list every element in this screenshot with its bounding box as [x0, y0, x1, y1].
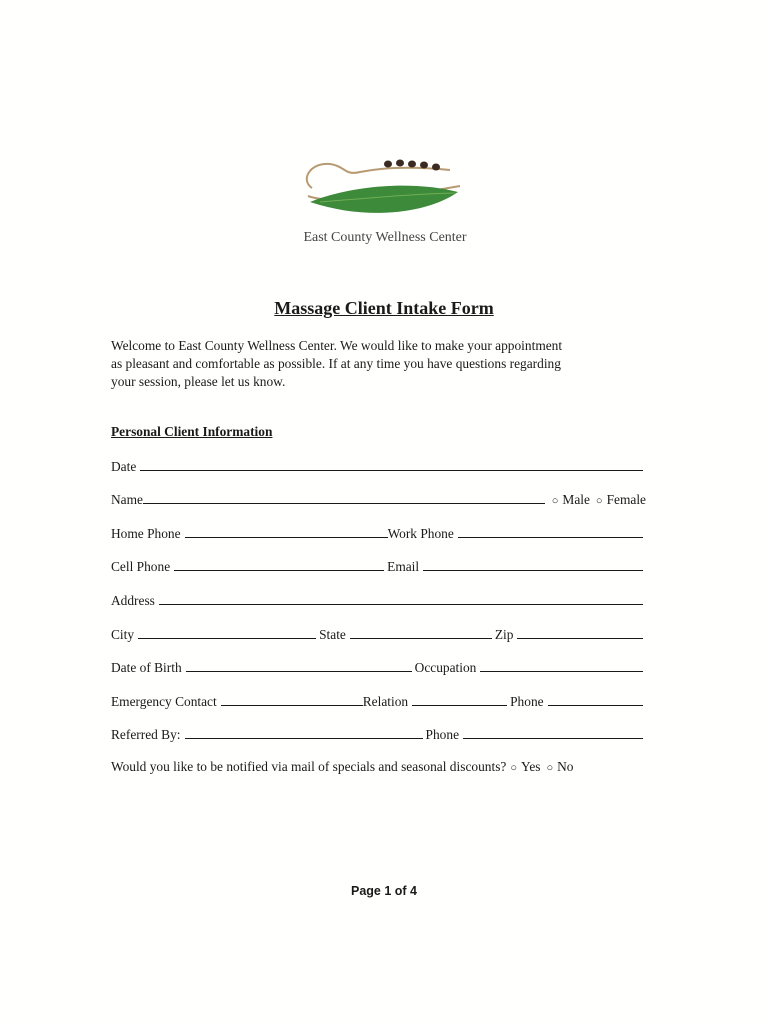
yes-label: Yes [521, 759, 541, 774]
page-number: Page 1 of 4 [351, 884, 417, 898]
dob-field[interactable] [186, 658, 412, 672]
home-phone-label: Home Phone [111, 526, 181, 541]
section-heading: Personal Client Information [111, 424, 273, 439]
form-title: Massage Client Intake Form [274, 298, 494, 318]
cell-phone-field[interactable] [174, 557, 384, 571]
zip-label: Zip [494, 627, 514, 642]
leaf-stones-logo-icon [290, 150, 480, 230]
email-field[interactable] [423, 557, 643, 571]
state-label: State [319, 627, 346, 642]
name-label: Name [111, 492, 143, 507]
date-row [111, 457, 646, 477]
address-row [111, 591, 646, 611]
relation-label: Relation [362, 694, 409, 709]
referred-phone-label: Phone [425, 727, 460, 742]
name-row [111, 490, 646, 510]
cell-phone-label: Cell Phone [111, 559, 171, 574]
email-label: Email [387, 559, 420, 574]
intro-line: your session, please let us know. [111, 374, 286, 389]
radio-icon[interactable]: ○ [551, 495, 559, 507]
intro-line: as pleasant and comfortable as possible. If at any time you have questions regarding [111, 356, 561, 371]
home-phone-field[interactable] [185, 524, 388, 538]
male-option[interactable] [552, 492, 590, 508]
intro-line: Welcome to East County Wellness Center. We would like to make your appointment [111, 338, 563, 353]
notify-row [111, 759, 646, 779]
address-field[interactable] [159, 591, 643, 605]
city-label: City [111, 627, 135, 642]
emergency-phone-field[interactable] [548, 692, 643, 706]
occupation-label: Occupation [414, 660, 477, 675]
referred-by-field[interactable] [185, 725, 423, 739]
intro-paragraph [111, 337, 641, 391]
state-field[interactable] [350, 625, 492, 639]
female-label: Female [606, 492, 646, 507]
work-phone-label: Work Phone [387, 526, 454, 541]
dob-occupation-row [111, 658, 646, 678]
emergency-row [111, 692, 646, 712]
radio-icon[interactable]: ○ [546, 762, 554, 774]
notify-question: Would you like to be notified via mail of specials and seasonal discounts? [111, 759, 507, 774]
radio-icon[interactable]: ○ [510, 762, 517, 774]
no-label: No [557, 759, 574, 774]
zip-field[interactable] [517, 625, 643, 639]
name-field[interactable] [143, 490, 545, 504]
notify-no-option[interactable] [546, 759, 573, 775]
logo-text: East County Wellness Center [303, 230, 467, 245]
referred-by-label: Referred By: [111, 727, 181, 742]
emergency-phone-label: Phone [510, 694, 544, 709]
relation-field[interactable] [412, 692, 507, 706]
referred-row [111, 725, 646, 745]
address-label: Address [111, 593, 155, 608]
date-label: Date [111, 459, 137, 474]
dob-label: Date of Birth [111, 660, 182, 675]
emergency-contact-label: Emergency Contact [111, 694, 217, 709]
radio-icon[interactable]: ○ [595, 495, 603, 507]
wellness-logo [290, 150, 480, 260]
female-option[interactable] [596, 492, 646, 508]
phone-row [111, 524, 646, 544]
notify-yes-option[interactable] [510, 759, 540, 775]
referred-phone-field[interactable] [463, 725, 643, 739]
city-field[interactable] [138, 625, 316, 639]
city-state-zip-row [111, 625, 646, 645]
occupation-field[interactable] [480, 658, 643, 672]
emergency-contact-field[interactable] [221, 692, 363, 706]
male-label: Male [562, 492, 590, 507]
date-field[interactable] [140, 457, 643, 471]
cell-email-row [111, 557, 646, 577]
work-phone-field[interactable] [458, 524, 643, 538]
